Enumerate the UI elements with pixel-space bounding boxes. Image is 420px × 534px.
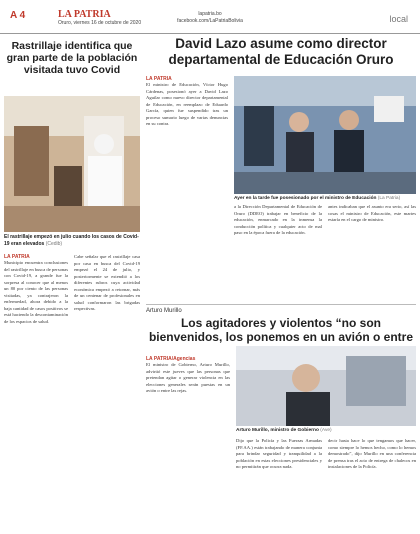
lazo-photo-caption: Ayer en la tarde fue posesionado por el ministro de Educación (La Patria): [234, 196, 401, 201]
article-divider: [146, 304, 416, 305]
social-links: [160, 11, 260, 25]
murillo-photo-credit: (Ave): [320, 428, 332, 433]
lazo-photo-credit: (La Patria): [377, 196, 401, 201]
murillo-column-1: [146, 356, 230, 398]
lazo-column-2: [234, 204, 322, 240]
murillo-body-3: decir hasta hace lo que tengamos que hacer, como siempre lo hemos hecho, como lo hemos demostrado”, dijo Murillo en una conferencia de prensa tras el acto de entrega de chalecos en instalaciones de la Policía.: [328, 438, 416, 469]
lazo-body-2: a la Dirección Departamental de Educación de Oruro (DDEO) trabajar en beneficio de la educación, enmarcado en la inmensa la conducción política y cualquier acto de mal paso en la época fuera de la educación.: [234, 204, 322, 235]
issue-date: Oruro, viernes 16 de octubre de 2020: [58, 20, 142, 26]
murillo-photo: [236, 346, 416, 426]
facebook-link[interactable]: facebook.com/LaPatriaBolivia: [177, 18, 243, 24]
lazo-column-1: [146, 76, 228, 131]
murillo-kicker: LA PATRIA/Agencias: [146, 356, 196, 362]
covid-kicker: LA PATRIA: [4, 254, 30, 260]
covid-headline: Rastrillaje identifica que gran parte de la población visitada tuvo Covid: [4, 36, 140, 96]
section-label: local: [389, 14, 408, 24]
covid-column-1: [4, 254, 68, 328]
murillo-column-2: [236, 438, 322, 474]
lazo-photo: [234, 76, 416, 194]
newspaper-name: LA PATRIA: [58, 9, 111, 20]
covid-column-2: [74, 254, 140, 316]
covid-body-2: Cabe señalar que el rastrillaje casa por casa en busca del Covid-19 empezó el 24 de julio, y posteriormente se extendió a los diferentes rubros cuya actividad económica empezó a retornar, más de un centenar de profesionales en salud conformaron las brigadas respectivas.: [74, 254, 140, 311]
covid-photo-image: [4, 96, 140, 232]
covid-article: [4, 36, 140, 530]
lazo-body-1: El ministro de Educación, Víctor Hugo Cárdenas, posesionó ayer a David Lazo Aguilar como nuevo director departamental de Educación, en reemplazo de Eduardo García, quien fue suspendido tras un proceso sumario luego de varias denuncias en su contra.: [146, 82, 228, 126]
murillo-photo-caption: Arturo Murillo, ministro de Gobierno (Ave): [236, 428, 332, 433]
lazo-kicker: LA PATRIA: [146, 76, 172, 82]
covid-photo: [4, 96, 140, 232]
lazo-photo-image: [234, 76, 416, 194]
murillo-photo-image: [236, 346, 416, 426]
lazo-body-3: antes indicaban que el asunto era serio, así las cosas el ministro de Educación, este martes estaría en el cargo de ministro.: [328, 204, 416, 222]
lazo-headline: David Lazo asume como director departamental de Educación Oruro: [168, 36, 394, 67]
murillo-body-1: El ministro de Gobierno, Arturo Murillo, advirtió este jueves que las personas que pretendan agitar o generar violencia en las elecciones generales serán puestas en un avión o entre las rejas.: [146, 362, 230, 393]
website-link[interactable]: lapatria.bo: [198, 11, 222, 17]
main-column: [146, 36, 416, 530]
murillo-body-2: Dijo que la Policía y las Fuerzas Armadas (FF.AA.) están trabajando de manera conjunta para brindar seguridad y tranquilidad a la población en estas elecciones presidenciales y no permitirán que ocurra nada.: [236, 438, 322, 469]
page-number: A 4: [10, 10, 26, 21]
page-header: [0, 0, 420, 34]
lazo-column-3: [328, 204, 416, 227]
murillo-headline: Los agitadores y violentos “no son bienvenidos, los ponemos en un avión o entre: [148, 316, 414, 344]
covid-photo-credit: (Cedib): [45, 240, 63, 247]
murillo-column-3: [328, 438, 416, 474]
covid-photo-caption: El rastrillaje empezó en julio cuando los casos de Covid-19 eran elevados (Cedib): [4, 234, 139, 247]
murillo-kicker-top: Arturo Murillo: [146, 308, 182, 314]
covid-body-1: Municipio encuentra conclusiones del rastrillaje en busca de personas con Covid-19, a grande fue la sorpresa al conocer que al menos un 80 por ciento de las personas visitadas, ya contrajeron la enfermedad, ahora debido a la baja cantidad de casos positivos se está haciendo la descontaminación de los espacios de salud.: [4, 260, 68, 324]
